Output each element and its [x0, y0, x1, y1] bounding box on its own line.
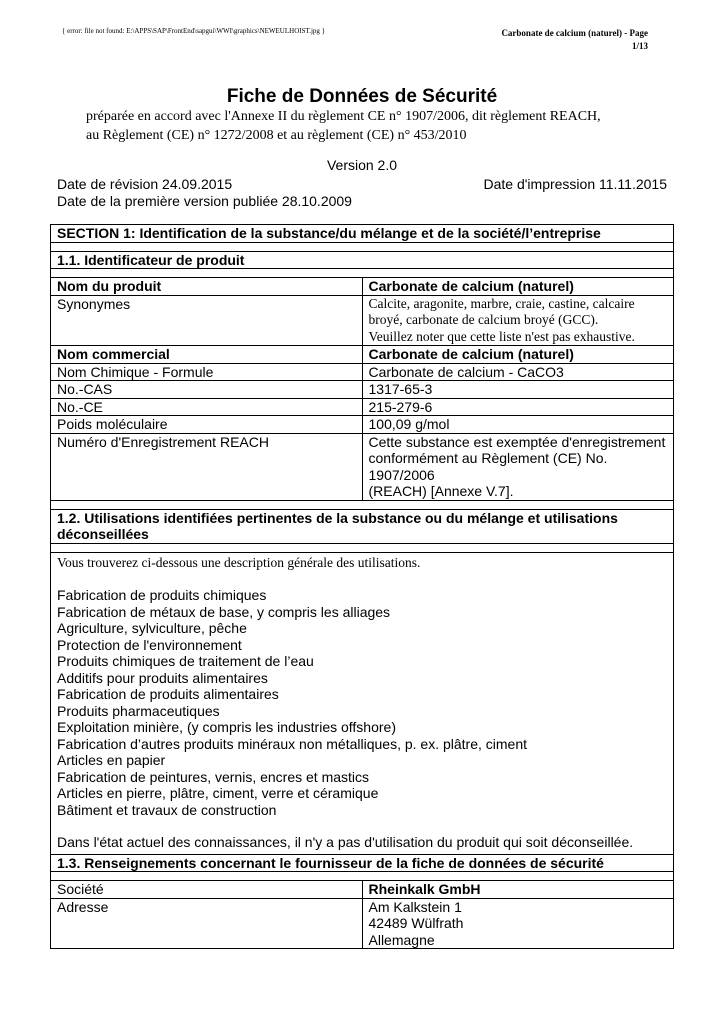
reach-line: conformément au Règlement (CE) No. 1907/2006 [368, 450, 608, 483]
address-line: Am Kalkstein 1 [368, 898, 462, 915]
uses-note: Dans l'état actuel des connaissances, il n'y a pas d'utilisation du produit qui soit déconseillée. [57, 834, 634, 850]
use-item: Additifs pour produits alimentaires [57, 669, 268, 686]
use-item: Agriculture, sylviculture, pêche [57, 620, 247, 636]
reach-line: (REACH) [Annexe V.7]. [368, 483, 514, 499]
use-item: Exploitation minière, (y compris les industries offshore) [57, 719, 396, 735]
synonyms-label: Synonymes [51, 295, 363, 346]
molecular-weight-value: 100,09 g/mol [362, 416, 674, 434]
table-row [51, 898, 674, 949]
subtitle-line-2: au Règlement (CE) n° 1272/2008 et au règlement (CE) n° 453/2010 [86, 128, 467, 143]
use-item: Fabrication de produits chimiques [57, 587, 267, 603]
trade-name-label: Nom commercial [51, 346, 363, 364]
use-item: Bâtiment et travaux de construction [57, 801, 277, 818]
uses-cell [51, 552, 674, 854]
first-version-date: Date de la première version publiée 28.10.2009 [57, 193, 352, 209]
page-subtitle [86, 107, 646, 145]
spacer-row [51, 500, 674, 509]
company-label: Société [51, 881, 363, 899]
cas-value: 1317-65-3 [362, 381, 674, 399]
spacer-row [51, 269, 674, 278]
page-title: Fiche de Données de Sécurité [226, 86, 498, 107]
reach-label: Numéro d'Enregistrement REACH [51, 433, 363, 500]
table-row [51, 278, 674, 296]
use-item: Fabrication de métaux de base, y compris les alliages [57, 603, 391, 620]
use-item: Fabrication de produits alimentaires [57, 686, 279, 702]
table-row [51, 295, 674, 346]
use-item: Produits chimiques de traitement de l’eau [57, 653, 314, 669]
table-row [51, 881, 674, 899]
ce-label: No.-CE [51, 398, 363, 416]
uses-intro: Vous trouverez ci-dessous une description générale des utilisations. [57, 554, 421, 570]
synonyms-line: Veuillez noter que cette liste n'est pas exhaustive. [368, 328, 635, 344]
chemical-name-label: Nom Chimique - Formule [51, 363, 363, 381]
uses-row [51, 552, 674, 854]
cas-label: No.-CAS [51, 381, 363, 399]
use-item: Articles en pierre, plâtre, ciment, verre et céramique [57, 785, 379, 801]
address-line: Allemagne [368, 931, 435, 948]
section-1-table [50, 224, 674, 949]
synonyms-line: broyé, carbonate de calcium broyé (GCC). [368, 312, 599, 327]
subsection-1-3-title: 1.3. Renseignements concernant le fournisseur de la fiche de données de sécurité [51, 854, 674, 872]
revision-date: Date de révision 24.09.2015 [57, 176, 233, 192]
version-text: Version 2.0 [326, 157, 398, 173]
table-row [51, 346, 674, 364]
image-error-text: { error: file not found: E:\APPS\SAP\FrontEnd\sapgui\WWI\graphics\NEWEULHOIST.jpg } [62, 27, 326, 35]
use-item: Protection de l'environnement [57, 636, 242, 653]
page-header [428, 27, 648, 53]
address-value [362, 898, 674, 949]
reach-line: Cette substance est exemptée d'enregistrement [368, 433, 666, 450]
synonyms-line: Calcite, aragonite, marbre, craie, castine, calcaire [368, 295, 635, 311]
use-item: Fabrication d’autres produits minéraux non métalliques, p. ex. plâtre, ciment [57, 735, 528, 752]
spacer-row [51, 543, 674, 552]
use-item: Articles en papier [57, 752, 166, 768]
use-item: Produits pharmaceutiques [57, 702, 220, 719]
product-name-label: Nom du produit [51, 278, 363, 296]
address-line: 42489 Wülfrath [368, 915, 464, 931]
table-row [51, 398, 674, 416]
spacer-row [51, 242, 674, 251]
synonyms-value [362, 295, 674, 346]
molecular-weight-label: Poids moléculaire [51, 416, 363, 434]
header-page-number: 1/13 [631, 41, 648, 51]
section-heading-row [51, 225, 674, 243]
section-1-title: SECTION 1: Identification de la substance/du mélange et de la société/l’entreprise [51, 225, 674, 243]
subsection-1-2-title-line: 1.2. Utilisations identifiées pertinentes de la substance ou du mélange et utilisations [57, 509, 618, 526]
subsection-heading-row [51, 509, 674, 543]
chemical-name-value: Carbonate de calcium - CaCO3 [362, 363, 674, 381]
print-date: Date d'impression 11.11.2015 [483, 176, 667, 192]
subtitle-line-1: préparée en accord avec l'Annexe II du règlement CE n° 1907/2006, dit règlement REACH, [86, 109, 601, 124]
use-item: Fabrication de peintures, vernis, encres et mastics [57, 768, 370, 785]
spacer-row [51, 872, 674, 881]
table-row [51, 381, 674, 399]
table-row [51, 416, 674, 434]
subsection-heading-row [51, 251, 674, 269]
reach-value [362, 433, 674, 500]
table-row [51, 363, 674, 381]
table-row [51, 433, 674, 500]
subsection-1-2-title-line: déconseillées [57, 526, 149, 542]
trade-name-value: Carbonate de calcium (naturel) [362, 346, 674, 364]
address-label: Adresse [51, 898, 363, 949]
subsection-1-2-title [51, 509, 674, 543]
subsection-1-1-title: 1.1. Identificateur de produit [51, 251, 674, 269]
product-name-value: Carbonate de calcium (naturel) [362, 278, 674, 296]
subsection-heading-row [51, 854, 674, 872]
company-value: Rheinkalk GmbH [362, 881, 674, 899]
header-doc-title: Carbonate de calcium (naturel) - Page [501, 28, 648, 38]
ce-value: 215-279-6 [362, 398, 674, 416]
